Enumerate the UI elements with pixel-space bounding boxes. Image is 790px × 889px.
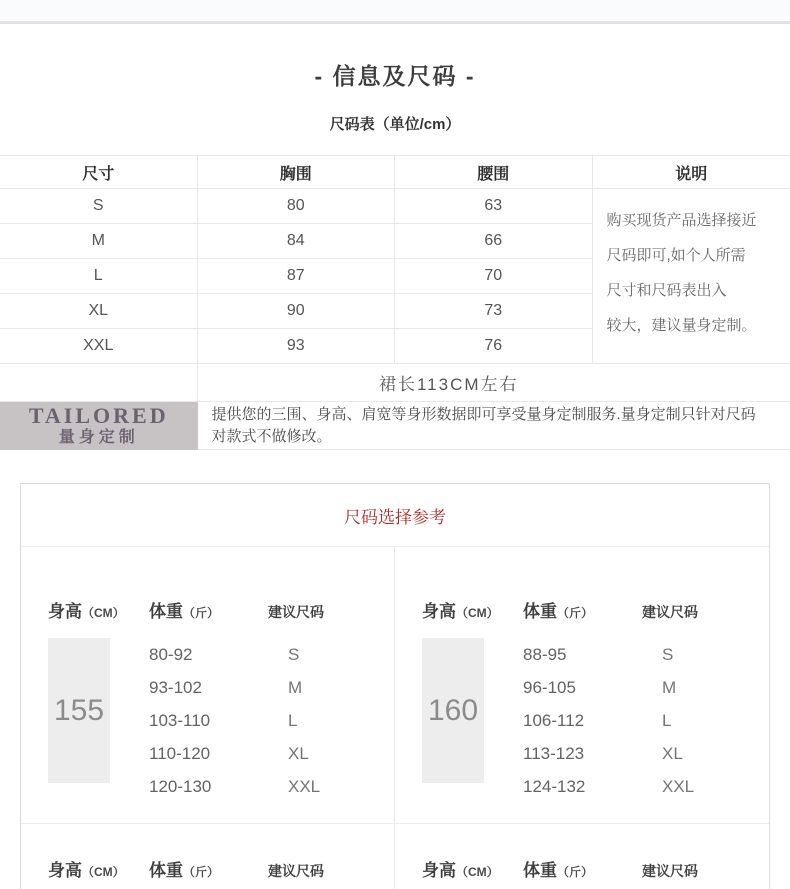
weight-range: 96-105 — [523, 678, 576, 697]
suggested-size: XL — [662, 744, 683, 763]
reference-header-row — [422, 856, 769, 881]
height-unit: （CM） — [456, 606, 499, 620]
reference-header-row — [422, 597, 769, 622]
col-header-waist: 腰围 — [395, 156, 593, 189]
height-header: 身高 — [422, 861, 456, 880]
height-unit: （CM） — [82, 865, 125, 879]
suggested-size: XXL — [288, 777, 321, 796]
weight-header: 体重 — [523, 861, 557, 880]
cell-bust-xxl: 93 — [198, 329, 396, 364]
reference-col2-right — [395, 824, 769, 889]
cell-waist-m: 66 — [395, 224, 593, 259]
reference-grid-row2 — [21, 823, 769, 889]
suggested-size: L — [662, 711, 672, 730]
weight-header: 体重 — [149, 861, 183, 880]
weight-range: 120-130 — [149, 777, 212, 796]
weight-unit: （斤） — [557, 865, 594, 879]
suggested-size-header: 建议尺码 — [268, 863, 324, 879]
height-unit: （CM） — [82, 606, 125, 620]
weight-header: 体重 — [149, 602, 183, 621]
reference-col-155 — [21, 547, 395, 823]
empty-cell — [0, 364, 198, 402]
weight-range: 106-112 — [523, 711, 585, 730]
weight-range: 124-132 — [523, 777, 586, 796]
cell-waist-s: 63 — [395, 189, 593, 224]
size-list-160 — [652, 638, 694, 803]
cell-size-xxl: XXL — [0, 329, 198, 364]
weight-unit: （斤） — [183, 606, 220, 620]
col-header-note: 说明 — [593, 156, 790, 189]
height-block-155: 155 — [48, 638, 110, 783]
weight-range: 80-92 — [149, 645, 193, 664]
cell-size-l: L — [0, 259, 198, 294]
tailored-desc-line: 提供您的三围、身高、肩宽等身形数据即可享受量身定制服务.量身定制只针对尺码 — [211, 405, 756, 423]
tailored-brand-en: TAILORED — [28, 403, 169, 428]
tailored-description — [198, 402, 790, 450]
tailored-desc-line: 对款式不做修改。 — [211, 427, 332, 445]
suggested-size: S — [288, 645, 300, 664]
top-divider-line — [0, 21, 790, 24]
cell-bust-l: 87 — [198, 259, 396, 294]
size-reference-box — [20, 483, 770, 889]
weight-range: 110-120 — [149, 744, 211, 763]
note-line: 较大，建议量身定制。 — [606, 317, 757, 334]
note-line: 购买现货产品选择接近 — [606, 212, 757, 229]
reference-header-row — [48, 856, 394, 881]
reference-col-160 — [395, 547, 769, 823]
note-cell — [593, 189, 790, 364]
suggested-size: M — [288, 678, 303, 697]
col-header-bust: 胸围 — [198, 156, 396, 189]
reference-header-row — [48, 597, 394, 622]
suggested-size-header: 建议尺码 — [642, 863, 698, 879]
suggested-size: M — [662, 678, 677, 697]
top-band — [0, 0, 790, 21]
cell-size-xl: XL — [0, 294, 198, 329]
height-header: 身高 — [48, 602, 82, 621]
weight-unit: （斤） — [183, 865, 220, 879]
note-line: 尺寸和尺码表出入 — [606, 282, 727, 299]
height-unit: （CM） — [456, 865, 499, 879]
tailored-brand-cn: 量身定制 — [58, 429, 139, 446]
cell-bust-xl: 90 — [198, 294, 396, 329]
weight-range: 103-110 — [149, 711, 211, 730]
weight-range: 93-102 — [149, 678, 202, 697]
cell-waist-l: 70 — [395, 259, 593, 294]
weight-range: 113-123 — [523, 744, 585, 763]
note-line: 尺码即可,如个人所需 — [606, 247, 746, 264]
suggested-size-header: 建议尺码 — [642, 604, 698, 620]
suggested-size: S — [662, 645, 674, 664]
weight-header: 体重 — [523, 602, 557, 621]
reference-grid — [21, 547, 769, 823]
section-header — [0, 58, 790, 134]
weight-list-160 — [523, 638, 652, 803]
suggested-size: L — [288, 711, 298, 730]
cell-size-s: S — [0, 189, 198, 224]
col-header-size: 尺寸 — [0, 156, 198, 189]
weight-unit: （斤） — [557, 606, 594, 620]
height-header: 身高 — [48, 861, 82, 880]
reference-col2-left — [21, 824, 395, 889]
tailored-badge — [0, 402, 198, 450]
size-chart-subtitle: 尺码表（单位/cm） — [329, 116, 461, 133]
suggested-size: XXL — [662, 777, 695, 796]
cell-waist-xxl: 76 — [395, 329, 593, 364]
cell-bust-s: 80 — [198, 189, 396, 224]
size-table — [0, 155, 790, 450]
weight-range: 88-95 — [523, 645, 567, 664]
height-header: 身高 — [422, 602, 456, 621]
reference-title: 尺码选择参考 — [21, 484, 769, 547]
suggested-size-header: 建议尺码 — [268, 604, 324, 620]
page-title: - 信息及尺码 - — [314, 63, 476, 89]
cell-bust-m: 84 — [198, 224, 396, 259]
cell-size-m: M — [0, 224, 198, 259]
size-list-155 — [278, 638, 320, 803]
skirt-length-cell: 裙长113CM左右 — [198, 364, 790, 402]
suggested-size: XL — [288, 744, 309, 763]
height-block-160: 160 — [422, 638, 484, 783]
cell-waist-xl: 73 — [395, 294, 593, 329]
weight-list-155 — [149, 638, 278, 803]
